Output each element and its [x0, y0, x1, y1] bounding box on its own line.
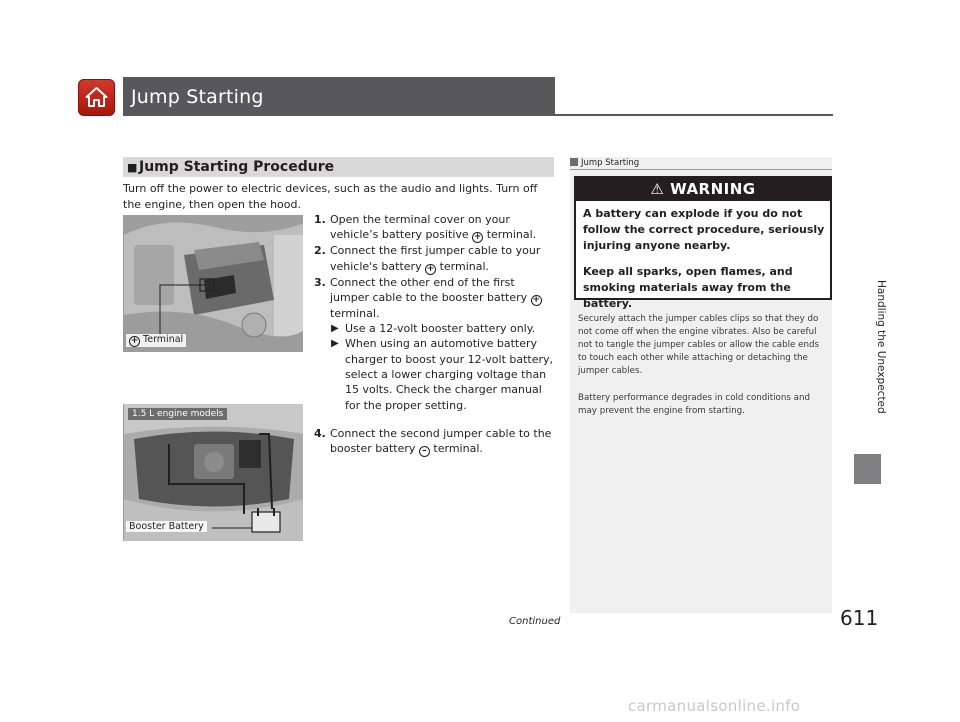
section-header	[123, 157, 554, 177]
title-bar	[123, 77, 555, 114]
booster-battery-figure	[123, 404, 303, 541]
watermark: carmanualsonline.info	[628, 697, 801, 715]
page-title: Jump Starting	[131, 86, 264, 108]
warning-text-1: A battery can explode if you do not follow the correct procedure, seriously injuring anyone nearby.	[583, 207, 825, 252]
arrow-icon: ▶	[331, 323, 339, 335]
plus-terminal-icon: +	[426, 263, 435, 274]
plus-terminal-icon: +	[532, 294, 540, 305]
chapter-tab-marker[interactable]	[854, 454, 881, 484]
arrow-icon: ▶	[331, 338, 339, 350]
procedure-steps	[314, 212, 556, 457]
engine-models-badge: 1.5 L engine models	[128, 408, 227, 420]
chapter-tab-label[interactable]: Handling the Unexpected	[875, 280, 887, 414]
step-1: 1. Open the terminal cover on your vehicle’s battery positive + terminal.	[314, 213, 537, 243]
reference-icon	[570, 158, 578, 166]
title-rule	[123, 114, 833, 116]
section-square-icon: ■	[127, 161, 138, 174]
warning-header: ⚠ WARNING	[576, 178, 830, 201]
plus-terminal-icon: +	[473, 232, 482, 243]
step-4: 4. Connect the second jumper cable to the booster battery – terminal.	[314, 426, 552, 457]
page-number: 611	[840, 606, 879, 630]
home-button[interactable]	[78, 79, 115, 116]
intro-paragraph: Turn off the power to electric devices, such as the audio and lights. Turn off the engine, then open the hood.	[123, 182, 538, 211]
step-3: 3. Connect the other end of the first jumper cable to the booster battery + terminal.	[314, 275, 540, 320]
side-note-text-1: Securely attach the jumper cables clips so that they do not come off when the engine vibrates. Also be careful not to tangle the jumper cables or allow the cable ends to touch each other while attaching or detaching the jumper cables.	[578, 314, 820, 376]
sub-step: ▶ When using an automotive battery charger to boost your 12-volt battery, select a lower charging voltage than 15 volts. Check the charger manual for the proper setting.	[331, 337, 554, 412]
home-icon	[84, 85, 109, 110]
terminal-callout: + Terminal	[126, 334, 186, 347]
minus-terminal-icon: –	[419, 446, 430, 457]
plus-terminal-icon: +	[130, 336, 139, 346]
sub-step: ▶ Use a 12-volt booster battery only.	[331, 322, 536, 336]
section-title: Jump Starting Procedure	[139, 159, 335, 175]
side-note-heading: Jump Starting	[570, 158, 832, 168]
booster-battery-callout: Booster Battery	[126, 521, 207, 532]
warning-text-2: Keep all sparks, open flames, and smoking materials away from the battery.	[583, 265, 793, 310]
battery-terminal-figure	[123, 215, 303, 352]
continued-label: Continued	[509, 616, 561, 627]
side-note-rule	[570, 169, 832, 170]
warning-triangle-icon: ⚠	[650, 180, 665, 198]
warning-box	[574, 176, 832, 310]
step-2: 2. Connect the first jumper cable to your vehicle's battery + terminal.	[314, 244, 541, 274]
side-note-text-2: Battery performance degrades in cold conditions and may prevent the engine from starting.	[578, 393, 810, 416]
